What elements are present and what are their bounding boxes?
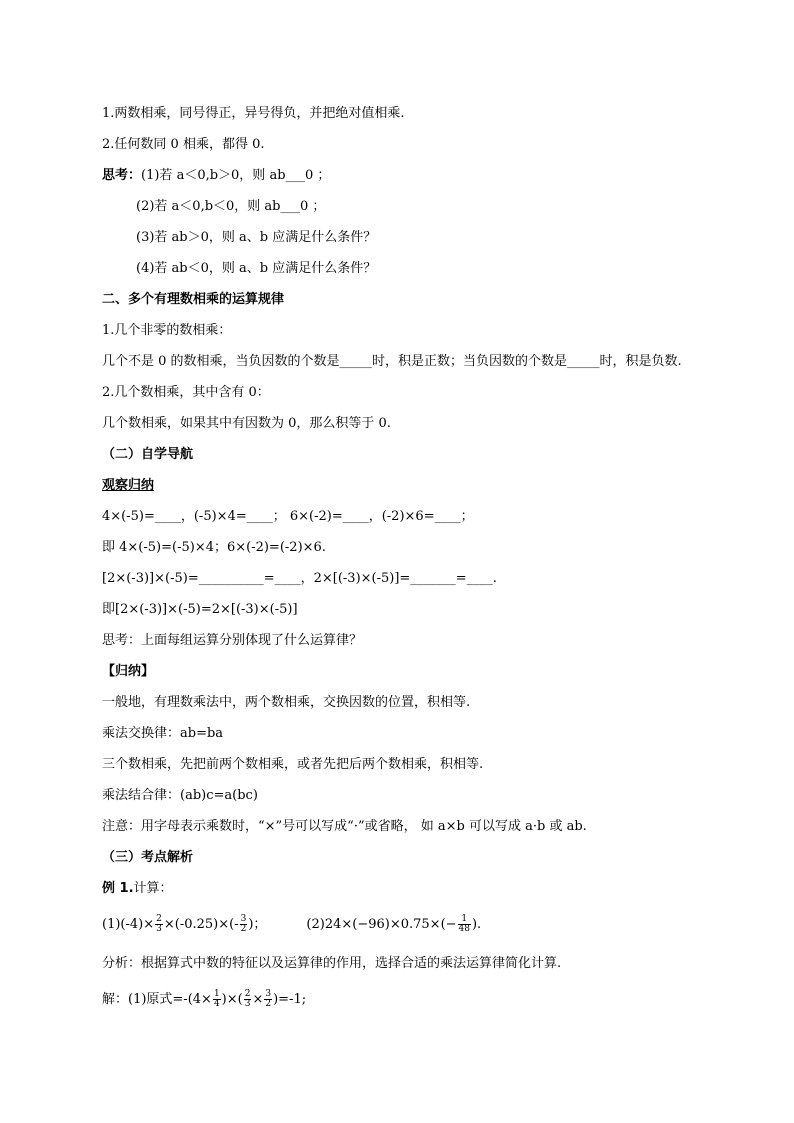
subsection-2: 2.几个数相乘，其中含有 0： [102,385,270,400]
fraction-2-3 [155,915,163,934]
think-question-1: (1)若 a＜0,b＞0，则 ab___0 ； [141,168,331,183]
fraction-2-3 [244,990,252,1009]
solution-part-a: 解：(1)原式=-(4× [102,992,212,1007]
rule-1: 1.两数相乘，同号得正，异号得负，并把绝对值相乘. [102,106,405,121]
fraction-numerator: 1 [213,989,220,999]
solution-line [102,990,306,1009]
think-line-1 [102,167,330,185]
fraction-numerator: 3 [240,914,247,924]
think-question-4: (4)若 ab＜0，则 a、b 应满足什么条件？ [136,261,377,276]
summary-line-3: 三个数相乘，先把前两个数相乘，或者先把后两个数相乘，积相等. [102,757,484,772]
calc-part-1c: )； [248,917,267,932]
fraction-denominator: 4 [213,999,220,1009]
subsection-1: 1.几个非零的数相乘： [102,323,232,338]
observe-heading: 观察归纳 [102,478,155,493]
example-label: 例 1. [102,881,134,896]
observe-line-3: [2×(-3)]×(-5)=__________=____，2×[(-3)×(-5)]=_______=____. [102,571,497,586]
calc-part-2a: (2)24×(−96)×0.75×(− [306,917,457,932]
calc-part-1a: (1)(-4)× [102,917,155,932]
subsection-2-text: 几个数相乘，如果其中有因数为 0，那么积等于 0. [102,416,391,431]
observe-line-2: 即 4×(-5)=(-5)×4；6×(-2)=(-2)×6. [102,540,326,555]
fraction-3-2 [240,915,248,934]
fraction-numerator: 2 [244,989,251,999]
observe-line-1: 4×(-5)=____，(-5)×4=____； 6×(-2)=____，(-2)×6=____； [102,509,474,524]
calc-line [102,915,481,934]
observe-line-4: 即[2×(-3)]×(-5)=2×[(-3)×(-5)] [102,602,298,617]
solution-part-d: )=-1; [273,992,307,1007]
commutative-law: 乘法交换律：ab=ba [102,726,224,741]
fraction-1-48 [458,915,471,934]
associative-law: 乘法结合律：(ab)c=a(bc) [102,788,258,803]
fraction-1-4 [213,990,221,1009]
fraction-denominator: 48 [458,924,470,934]
calc-part-1b: ×(-0.25)×(- [163,917,239,932]
fraction-numerator: 3 [265,989,272,999]
think-label: 思考： [102,168,142,183]
example-title: 计算： [133,881,173,896]
example-heading [102,880,173,898]
calc-part-2b: ). [471,917,482,932]
note-line: 注意：用字母表示乘数时，“×”号可以写成“·”或省略， 如 a×b 可以写成 a·b 或 ab. [102,819,587,834]
subsection-1-text: 几个不是 0 的数相乘，当负因数的个数是_____时，积是正数；当负因数的个数是_____时，积是负数. [102,354,682,369]
section-exam-analysis: （三）考点解析 [102,850,194,865]
fraction-denominator: 2 [265,999,272,1009]
analysis-line: 分析：根据算式中数的特征以及运算律的作用，选择合适的乘法运算律简化计算. [102,956,562,971]
think-question-law: 思考：上面每组运算分别体现了什么运算律？ [102,633,363,648]
fraction-numerator: 1 [458,915,471,925]
think-question-3: (3)若 ab＞0，则 a、b 应满足什么条件？ [136,230,377,245]
think-question-2: (2)若 a＜0,b＜0，则 ab___0 ； [136,199,326,214]
fraction-numerator: 2 [156,914,162,924]
solution-part-c: × [252,992,264,1007]
section-self-study: （二）自学导航 [102,447,194,462]
rule-2: 2.任何数同 0 相乘，都得 0. [102,137,265,152]
summary-line-1: 一般地，有理数乘法中，两个数相乘，交换因数的位置，积相等. [102,695,471,710]
fraction-denominator: 2 [240,924,247,934]
summary-heading: 【归纳】 [102,664,155,679]
fraction-denominator: 3 [156,924,162,934]
solution-part-b: )×( [221,992,243,1007]
fraction-3-2 [264,990,272,1009]
section-heading-2: 二、多个有理数相乘的运算规律 [102,292,285,307]
fraction-denominator: 3 [244,999,251,1009]
